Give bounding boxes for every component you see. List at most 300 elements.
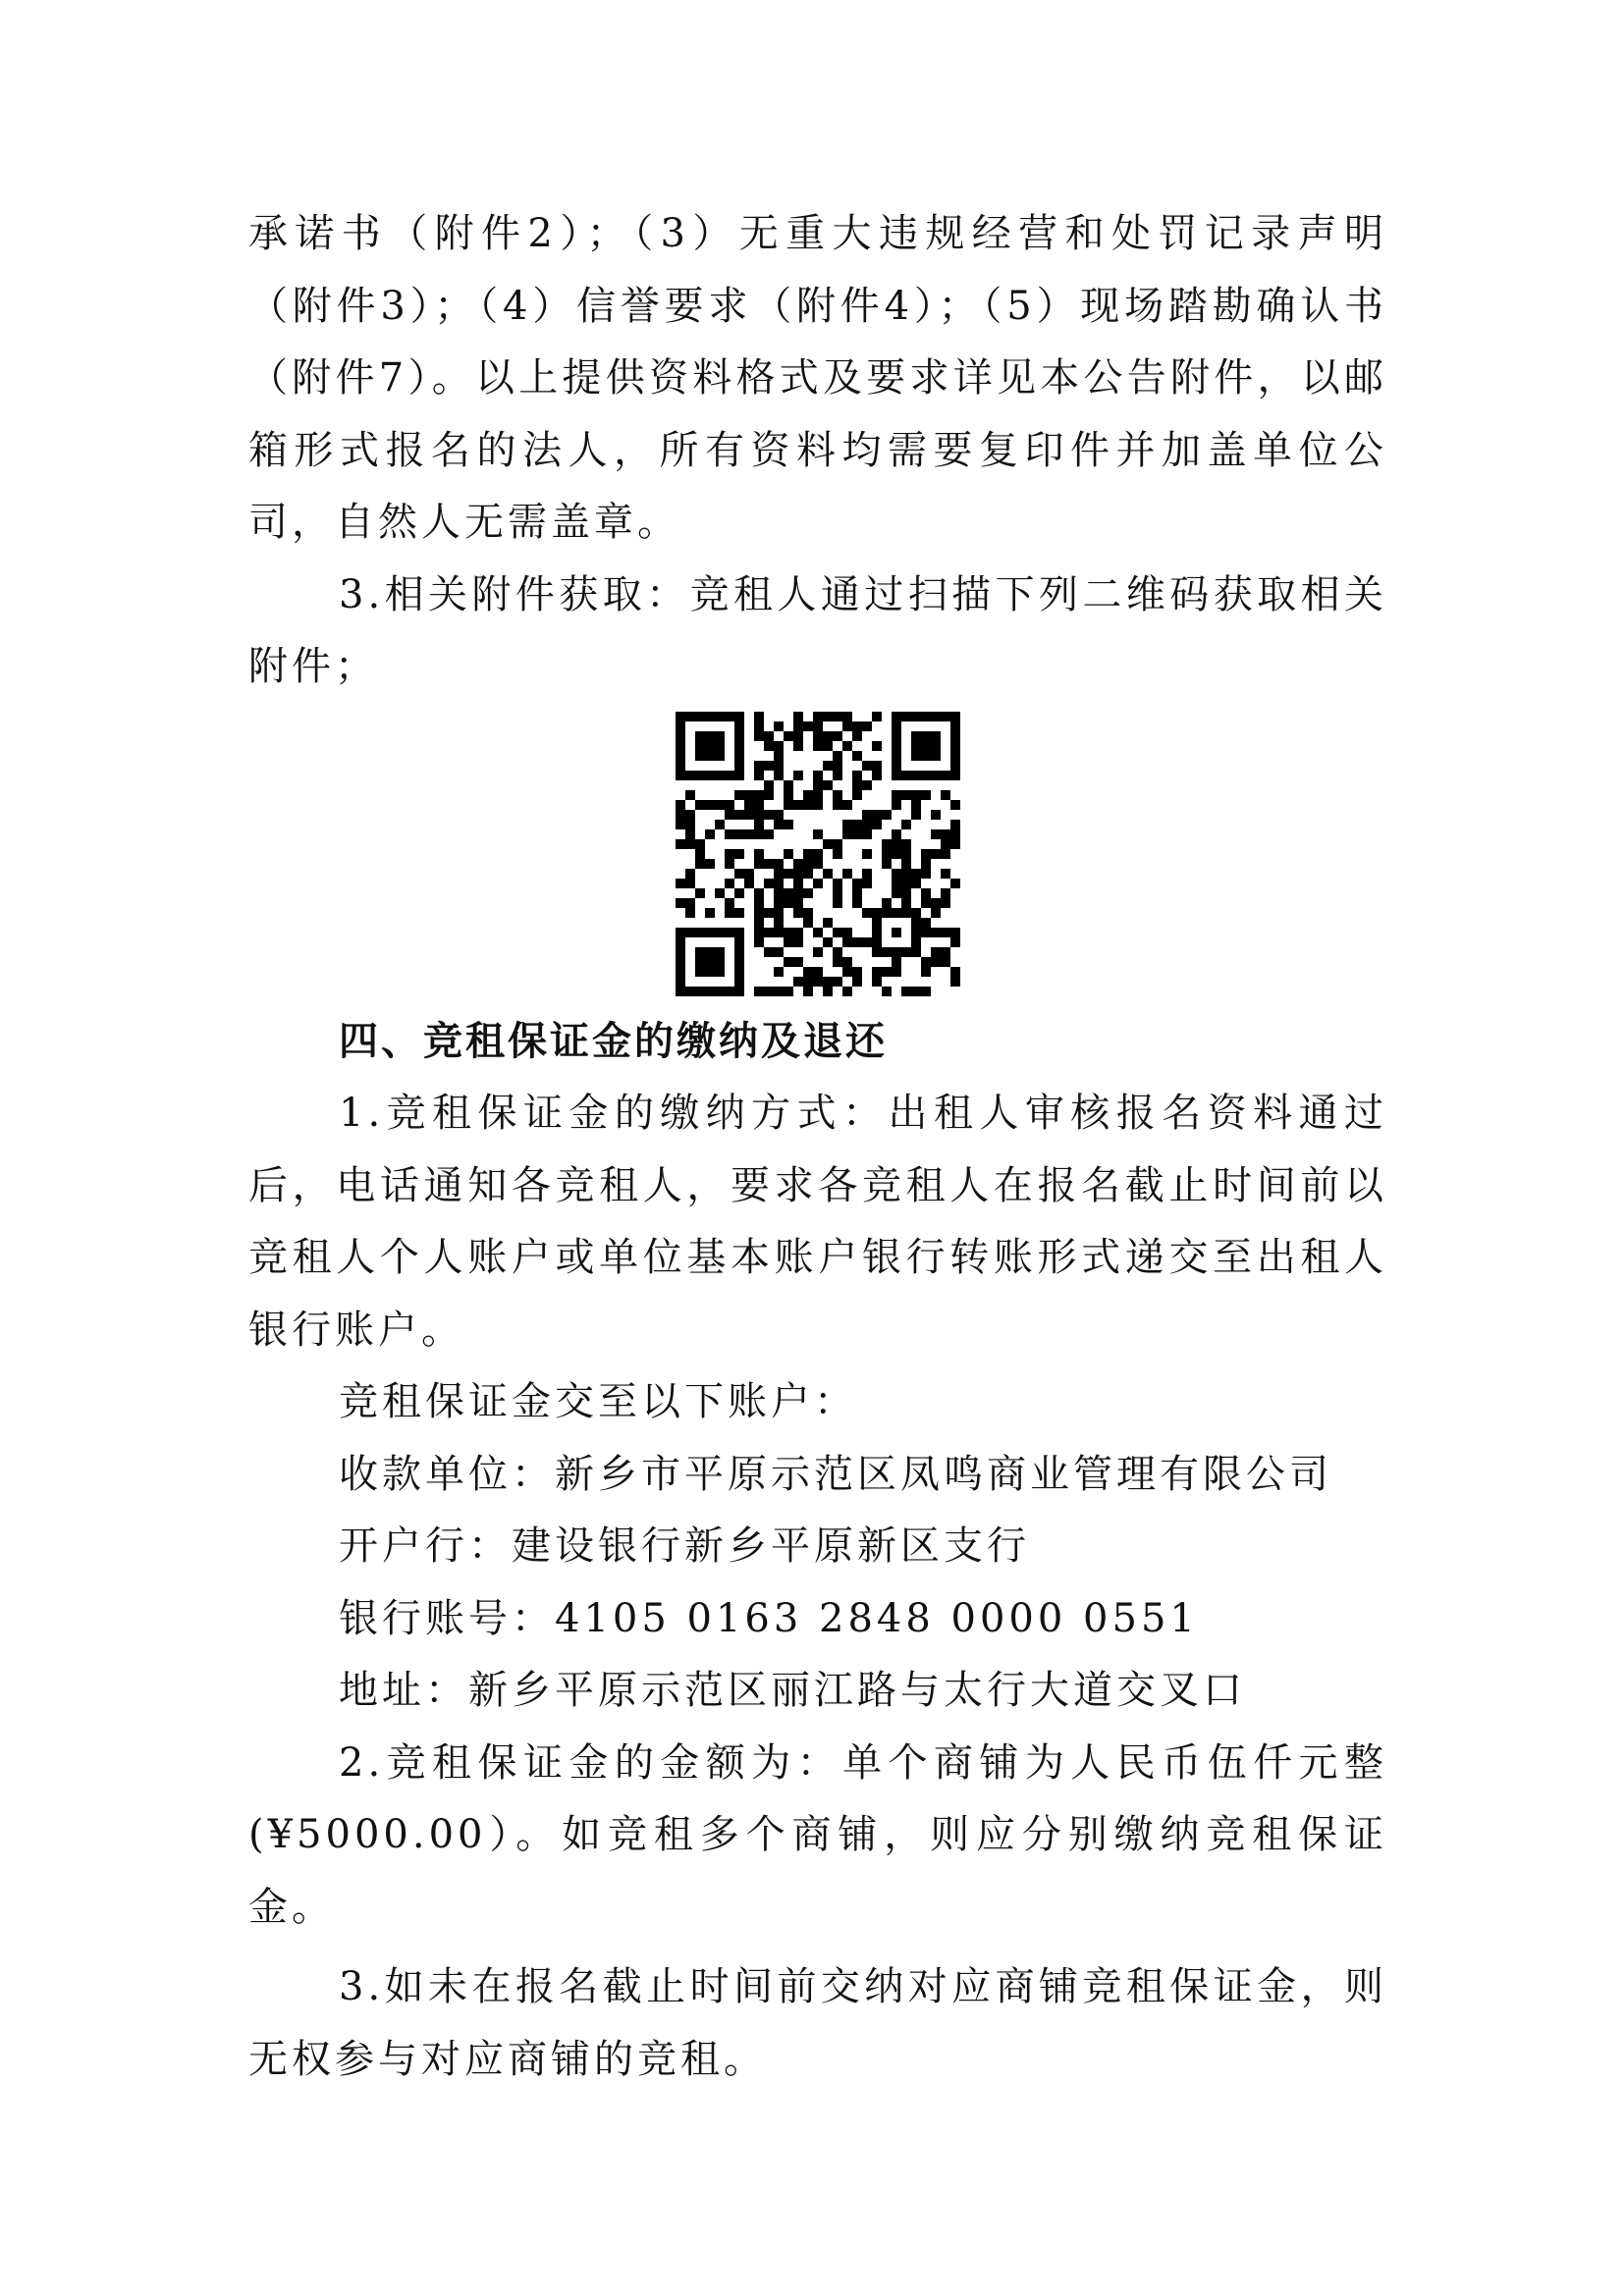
qr-module	[911, 937, 921, 947]
qr-module	[754, 820, 764, 829]
qr-module	[950, 879, 960, 888]
qr-module	[754, 888, 764, 898]
qr-module	[803, 849, 813, 859]
qr-module	[764, 741, 774, 751]
qr-module	[734, 829, 744, 839]
qr-module	[950, 829, 960, 839]
qr-module	[842, 869, 852, 879]
qr-module	[813, 780, 823, 790]
qr-module	[872, 908, 882, 918]
qr-module	[882, 947, 892, 957]
qr-module	[941, 839, 950, 849]
qr-module	[676, 721, 685, 731]
qr-module	[813, 800, 823, 810]
qr-module	[931, 771, 941, 780]
qr-module	[931, 751, 941, 761]
qr-module	[842, 800, 852, 810]
qr-module	[862, 820, 872, 829]
qr-module	[774, 888, 784, 898]
qr-module	[852, 771, 862, 780]
qr-module	[813, 790, 823, 800]
qr-module	[676, 977, 685, 987]
qr-module	[921, 869, 931, 879]
qr-module	[941, 712, 950, 721]
qr-module	[842, 712, 852, 721]
qr-module	[754, 829, 764, 839]
qr-module	[931, 898, 941, 908]
qr-module	[931, 810, 941, 820]
paragraph-attachments: 3.相关附件获取：竞租人通过扫描下列二维码获取相关附件；	[248, 571, 1387, 689]
qr-module	[901, 859, 911, 869]
qr-module	[676, 839, 685, 849]
qr-module	[784, 790, 793, 800]
qr-module	[852, 721, 862, 731]
qr-module	[754, 928, 764, 937]
qr-module	[676, 947, 685, 957]
qr-module	[813, 712, 823, 721]
qr-module	[676, 810, 685, 820]
qr-module	[941, 869, 950, 879]
qr-module	[842, 937, 852, 947]
qr-module	[872, 810, 882, 820]
qr-module	[862, 937, 872, 947]
qr-module	[862, 761, 872, 771]
qr-module	[685, 771, 695, 780]
qr-module	[685, 879, 695, 888]
qr-module	[715, 928, 725, 937]
qr-module	[862, 780, 872, 790]
qr-module	[872, 947, 882, 957]
qr-module	[823, 918, 833, 928]
qr-module	[793, 771, 803, 780]
qr-module	[734, 741, 744, 751]
qr-module	[823, 761, 833, 771]
qr-module	[725, 928, 734, 937]
qr-module	[793, 721, 803, 731]
qr-module	[833, 947, 842, 957]
qr-module	[734, 810, 744, 820]
qr-module	[941, 771, 950, 780]
qr-module	[774, 771, 784, 780]
qr-module	[774, 898, 784, 908]
qr-module	[892, 731, 901, 741]
qr-module	[734, 721, 744, 731]
qr-module	[705, 741, 715, 751]
qr-module	[676, 771, 685, 780]
qr-module	[901, 898, 911, 908]
qr-module	[734, 937, 744, 947]
qr-module	[676, 731, 685, 741]
qr-module	[784, 869, 793, 879]
qr-module	[882, 859, 892, 869]
qr-module	[676, 937, 685, 947]
qr-module	[784, 928, 793, 937]
qr-module	[774, 947, 784, 957]
qr-module	[931, 947, 941, 957]
qr-module	[784, 888, 793, 898]
qr-module	[764, 790, 774, 800]
qr-module	[774, 879, 784, 888]
qr-module	[921, 771, 931, 780]
qr-module	[852, 977, 862, 987]
qr-module	[921, 859, 931, 869]
qr-module	[715, 888, 725, 898]
qr-module	[734, 977, 744, 987]
qr-module	[931, 849, 941, 859]
qr-module	[744, 879, 754, 888]
paragraph-forfeit: 3.如未在报名截止时间前交纳对应商铺竞租保证金，则无权参与对应商铺的竞租。	[248, 1964, 1387, 2082]
qr-module	[685, 820, 695, 829]
qr-module	[705, 829, 715, 839]
qr-module	[715, 731, 725, 741]
qr-module	[803, 869, 813, 879]
address-line: 地址：新乡平原示范区丽江路与太行大道交叉口	[339, 1668, 1246, 1713]
qr-module	[892, 712, 901, 721]
qr-module	[705, 957, 715, 967]
qr-module	[774, 987, 784, 996]
qr-module	[803, 859, 813, 869]
qr-module	[695, 987, 705, 996]
qr-module	[862, 879, 872, 888]
qr-module	[911, 947, 921, 957]
qr-code-container	[248, 712, 1387, 996]
qr-module	[872, 967, 882, 977]
qr-module	[901, 947, 911, 957]
qr-module	[793, 800, 803, 810]
qr-module	[784, 780, 793, 790]
qr-module	[823, 937, 833, 947]
qr-module	[823, 869, 833, 879]
qr-module	[892, 879, 901, 888]
qr-module	[685, 898, 695, 908]
qr-module	[695, 967, 705, 977]
qr-module	[911, 879, 921, 888]
qr-module	[941, 790, 950, 800]
qr-module	[774, 751, 784, 761]
qr-module	[892, 790, 901, 800]
document-body	[248, 198, 1387, 2096]
qr-module	[695, 928, 705, 937]
qr-module	[823, 977, 833, 987]
qr-module	[734, 987, 744, 996]
qr-module	[921, 888, 931, 898]
qr-module	[793, 869, 803, 879]
qr-module	[872, 741, 882, 751]
qr-module	[705, 928, 715, 937]
qr-module	[754, 918, 764, 928]
qr-module	[705, 751, 715, 761]
qr-module	[911, 810, 921, 820]
qr-module	[911, 928, 921, 937]
qr-module	[950, 967, 960, 977]
qr-module	[803, 800, 813, 810]
qr-module	[774, 761, 784, 771]
qr-module	[793, 908, 803, 918]
qr-module	[882, 810, 892, 820]
qr-module	[950, 712, 960, 721]
qr-module	[784, 898, 793, 908]
qr-module	[892, 721, 901, 731]
qr-module	[784, 937, 793, 947]
qr-module	[892, 751, 901, 761]
qr-module	[676, 957, 685, 967]
qr-module	[911, 741, 921, 751]
qr-module	[941, 947, 950, 957]
qr-module	[892, 908, 901, 918]
qr-module	[921, 731, 931, 741]
qr-module	[764, 859, 774, 869]
qr-module	[725, 987, 734, 996]
qr-module	[705, 712, 715, 721]
qr-module	[744, 800, 754, 810]
qr-module	[921, 918, 931, 928]
qr-module	[950, 800, 960, 810]
qr-module	[862, 869, 872, 879]
qr-module	[734, 967, 744, 977]
qr-module	[803, 977, 813, 987]
qr-module	[813, 947, 823, 957]
qr-module	[734, 849, 744, 859]
qr-module	[754, 908, 764, 918]
qr-module	[892, 888, 901, 898]
qr-module	[803, 888, 813, 898]
qr-module	[892, 849, 901, 859]
qr-module	[901, 820, 911, 829]
qr-module	[813, 879, 823, 888]
qr-module	[705, 859, 715, 869]
qr-module	[676, 712, 685, 721]
qr-module	[803, 908, 813, 918]
qr-module	[911, 918, 921, 928]
qr-module	[725, 771, 734, 780]
qr-module	[784, 731, 793, 741]
qr-module	[715, 741, 725, 751]
qr-module	[725, 859, 734, 869]
qr-module	[705, 731, 715, 741]
qr-module	[901, 879, 911, 888]
qr-module	[754, 849, 764, 859]
qr-module	[676, 741, 685, 751]
qr-module	[793, 859, 803, 869]
qr-module	[901, 908, 911, 918]
qr-module	[793, 957, 803, 967]
qr-module	[852, 731, 862, 741]
qr-module	[852, 888, 862, 898]
qr-module	[685, 928, 695, 937]
qr-module	[833, 957, 842, 967]
qr-module	[695, 947, 705, 957]
qr-module	[842, 957, 852, 967]
section-heading: 四、竞租保证金的缴纳及退还	[339, 1018, 888, 1064]
paragraph-amount: 2.竞租保证金的金额为：单个商铺为人民币伍仟元整(¥5000.00）。如竞租多个商铺，则应分别缴纳竞租保证金。	[248, 1739, 1387, 1930]
qr-module	[921, 967, 931, 977]
qr-module	[695, 751, 705, 761]
qr-module	[872, 937, 882, 947]
qr-module	[901, 790, 911, 800]
qr-module	[833, 888, 842, 898]
qr-module	[892, 928, 901, 937]
qr-module	[911, 908, 921, 918]
qr-module	[950, 977, 960, 987]
qr-module	[911, 712, 921, 721]
qr-module	[784, 987, 793, 996]
qr-module	[872, 928, 882, 937]
qr-module	[823, 987, 833, 996]
qr-module	[852, 829, 862, 839]
qr-module	[813, 928, 823, 937]
qr-module	[725, 829, 734, 839]
qr-module	[892, 947, 901, 957]
qr-module	[833, 800, 842, 810]
qr-module	[764, 987, 774, 996]
qr-module	[882, 967, 892, 977]
qr-module	[892, 829, 901, 839]
qr-module	[950, 820, 960, 829]
qr-module	[685, 712, 695, 721]
qr-module	[695, 712, 705, 721]
qr-module	[833, 790, 842, 800]
qr-module	[803, 967, 813, 977]
qr-module	[950, 741, 960, 751]
qr-module	[734, 869, 744, 879]
qr-module	[695, 731, 705, 741]
qr-module	[833, 849, 842, 859]
qr-module	[734, 761, 744, 771]
qr-module	[705, 987, 715, 996]
qr-module	[754, 712, 764, 721]
qr-module	[754, 898, 764, 908]
qr-module	[911, 869, 921, 879]
qr-module	[764, 810, 774, 820]
qr-module	[852, 937, 862, 947]
qr-module	[921, 751, 931, 761]
qr-module	[676, 967, 685, 977]
qr-module	[931, 731, 941, 741]
qr-module	[931, 712, 941, 721]
qr-module	[774, 820, 784, 829]
qr-module	[725, 810, 734, 820]
qr-module	[734, 731, 744, 741]
qr-module	[892, 967, 901, 977]
qr-module	[695, 771, 705, 780]
qr-module	[852, 790, 862, 800]
qr-module	[833, 928, 842, 937]
qr-module	[852, 820, 862, 829]
qr-module	[892, 771, 901, 780]
qr-module	[852, 967, 862, 977]
qr-module	[892, 741, 901, 751]
qr-module	[764, 731, 774, 741]
bank-line: 开户行：建设银行新乡平原新区支行	[339, 1523, 1030, 1569]
qr-module	[823, 780, 833, 790]
qr-module	[882, 987, 892, 996]
qr-module	[715, 947, 725, 957]
qr-module	[685, 810, 695, 820]
qr-module	[793, 712, 803, 721]
qr-module	[813, 771, 823, 780]
qr-module	[823, 731, 833, 741]
qr-module	[685, 987, 695, 996]
qr-module	[901, 712, 911, 721]
qr-module	[734, 888, 744, 898]
qr-module	[695, 741, 705, 751]
qr-module	[950, 731, 960, 741]
qr-module	[941, 928, 950, 937]
qr-module	[764, 761, 774, 771]
qr-module	[852, 751, 862, 761]
paragraph-payment-method: 1.竞租保证金的缴纳方式：出租人审核报名资料通过后，电话通知各竞租人，要求各竞租人在报名截止时间前以竞租人个人账户或单位基本账户银行转账形式递交至出租人银行账户。	[248, 1091, 1387, 1353]
qr-module	[921, 898, 931, 908]
qr-module	[784, 957, 793, 967]
qr-module	[931, 957, 941, 967]
qr-module	[715, 987, 725, 996]
qr-module	[941, 849, 950, 859]
qr-module	[803, 987, 813, 996]
qr-module	[813, 721, 823, 731]
qr-module	[842, 928, 852, 937]
qr-module	[833, 839, 842, 849]
qr-module	[676, 928, 685, 937]
qr-module	[774, 928, 784, 937]
qr-module	[901, 771, 911, 780]
qr-module	[892, 869, 901, 879]
qr-module	[754, 790, 764, 800]
qr-module	[685, 869, 695, 879]
qr-module	[764, 908, 774, 918]
qr-module	[852, 898, 862, 908]
qr-module	[685, 908, 695, 918]
qr-module	[754, 937, 764, 947]
qr-module	[921, 987, 931, 996]
qr-module	[803, 918, 813, 928]
qr-module	[705, 947, 715, 957]
qr-module	[872, 761, 882, 771]
qr-module	[921, 712, 931, 721]
qr-module	[911, 987, 921, 996]
account-intro: 竞租保证金交至以下账户：	[339, 1379, 857, 1424]
qr-module	[715, 771, 725, 780]
qr-module	[833, 879, 842, 888]
qr-module	[833, 761, 842, 771]
qr-module	[842, 967, 852, 977]
qr-module	[744, 810, 754, 820]
qr-module	[734, 947, 744, 957]
qr-module	[872, 712, 882, 721]
qr-module	[862, 908, 872, 918]
qr-module	[872, 820, 882, 829]
qr-module	[833, 771, 842, 780]
qr-module	[911, 800, 921, 810]
qr-module	[793, 879, 803, 888]
qr-module	[784, 820, 793, 829]
qr-module	[774, 810, 784, 820]
qr-module	[774, 918, 784, 928]
qr-module	[833, 898, 842, 908]
qr-module	[852, 879, 862, 888]
qr-module	[676, 761, 685, 771]
qr-module	[911, 771, 921, 780]
qr-module	[823, 741, 833, 751]
qr-module	[676, 820, 685, 829]
qr-module	[715, 957, 725, 967]
qr-module	[705, 967, 715, 977]
qr-module	[715, 820, 725, 829]
qr-module	[754, 800, 764, 810]
qr-module	[862, 829, 872, 839]
qr-module	[754, 859, 764, 869]
qr-module	[892, 800, 901, 810]
qr-module	[793, 977, 803, 987]
